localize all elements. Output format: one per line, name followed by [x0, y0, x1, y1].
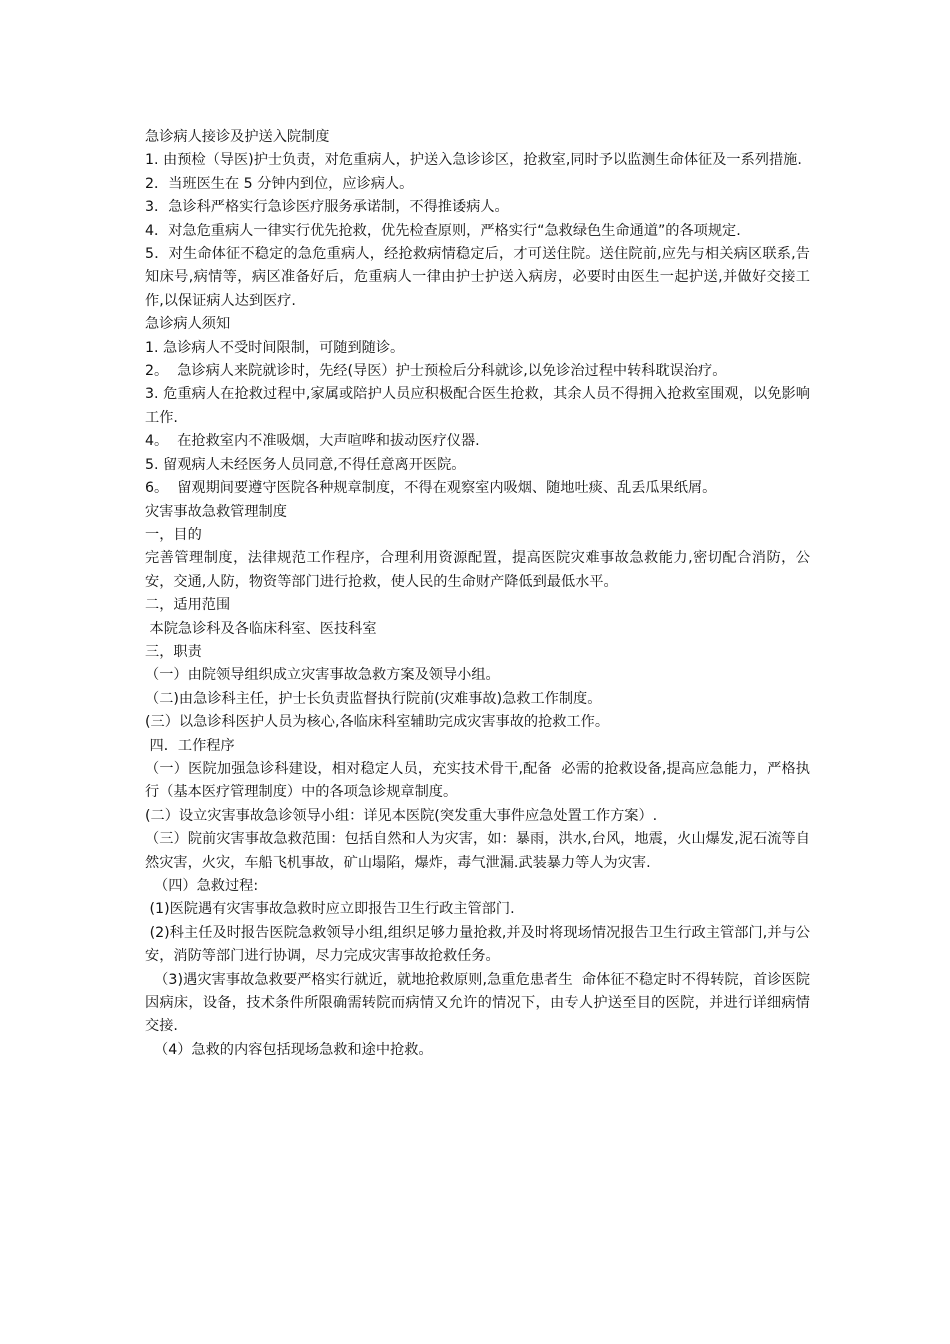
- paragraph: （3)遇灾害事故急救要严格实行就近，就地抢救原则,急重危患者生 命体征不稳定时不得转院，首诊医院因病床，设备，技术条件所限确需转院而病情又允许的情况下，由专人护送至目的医院，并进行详细病情交接.: [145, 971, 810, 1035]
- paragraph: (1)医院遇有灾害事故急救时应立即报告卫生行政主管部门.: [145, 901, 515, 918]
- paragraph: 3．急诊科严格实行急诊医疗服务承诺制，不得推诿病人。: [145, 199, 509, 216]
- paragraph: 4。 在抢救室内不准吸烟，大声喧哗和拔动医疗仪器.: [145, 433, 480, 450]
- paragraph: (二）设立灾害事故急诊领导小组：详见本医院(突发重大事件应急处置工作方案）.: [145, 807, 658, 824]
- paragraph: （4）急救的内容包括现场急救和途中抢救。: [145, 1041, 433, 1058]
- paragraph: 6。 留观期间要遵守医院各种规章制度，不得在观察室内吸烟、随地吐痰、乱丢瓜果纸屑。: [145, 480, 717, 497]
- paragraph: 3. 危重病人在抢救过程中,家属或陪护人员应积极配合医生抢救，其余人员不得拥入抢救室围观，以免影响工作.: [145, 386, 810, 426]
- paragraph: 完善管理制度，法律规范工作程序，合理利用资源配置，提高医院灾难事故急救能力,密切配合消防，公安，交通,人防，物资等部门进行抢救，使人民的生命财产降低到最低水平。: [145, 550, 810, 590]
- paragraph: 4．对急危重病人一律实行优先抢救，优先检查原则，严格实行“急救绿色生命通道”的各项规定.: [145, 222, 741, 239]
- paragraph: （四）急救过程:: [145, 878, 259, 894]
- paragraph: （一）由院领导组织成立灾害事故急救方案及领导小组。: [145, 667, 500, 684]
- heading-disaster-management: 灾害事故急救管理制度: [145, 503, 287, 520]
- document-body: [145, 126, 810, 1062]
- paragraph: 5. 留观病人未经医务人员同意,不得任意离开医院。: [145, 456, 466, 473]
- section-heading: 三，职责: [145, 643, 202, 660]
- paragraph: 1. 急诊病人不受时间限制，可随到随诊。: [145, 339, 405, 356]
- paragraph: 2。 急诊病人来院就诊时，先经(导医）护士预检后分科就诊,以免诊治过程中转科耽误治疗。: [145, 363, 727, 380]
- section-heading: 一，目的: [145, 526, 202, 543]
- paragraph: 本院急诊科及各临床科室、医技科室: [145, 620, 377, 637]
- section-heading: 四．工作程序: [145, 737, 235, 754]
- paragraph: （一）医院加强急诊科建设，相对稳定人员，充实技术骨干,配备 必需的抢救设备,提高应急能力，严格执行（基本医疗管理制度）中的各项急诊规章制度。: [145, 760, 810, 801]
- paragraph: 2．当班医生在 5 分钟内到位，应诊病人。: [145, 175, 414, 192]
- paragraph: 1. 由预检（导医)护士负责，对危重病人，护送入急诊诊区，抢救室,同时予以监测生命体征及一系列措施.: [145, 152, 802, 169]
- heading-patient-notice: 急诊病人须知: [145, 316, 231, 333]
- paragraph: 5．对生命体征不稳定的急危重病人，经抢救病情稳定后，才可送住院。送住院前,应先与相关病区联系,告知床号,病情等，病区准备好后，危重病人一律由护士护送入病房，必要时由医生一起护送,并做好交接工作,以保证病人达到医疗.: [145, 246, 810, 309]
- paragraph: (2)科主任及时报告医院急救领导小组,组织足够力量抢救,并及时将现场情况报告卫生行政主管部门,并与公安，消防等部门进行协调，尽力完成灾害事故抢救任务。: [145, 924, 810, 965]
- paragraph: （三）院前灾害事故急救范围：包括自然和人为灾害，如：暴雨，洪水,台风，地震，火山爆发,泥石流等自然灾害，火灾，车船飞机事故，矿山塌陷，爆炸，毒气泄漏.武装暴力等人为灾害.: [145, 831, 810, 871]
- section-heading: 二，适用范围: [145, 597, 231, 614]
- paragraph: （二)由急诊科主任，护士长负责监督执行院前(灾难事故)急救工作制度。: [145, 690, 602, 707]
- heading-emergency-admission: 急诊病人接诊及护送入院制度: [145, 129, 330, 145]
- paragraph: (三）以急诊科医护人员为核心,各临床科室辅助完成灾害事故的抢救工作。: [145, 714, 610, 731]
